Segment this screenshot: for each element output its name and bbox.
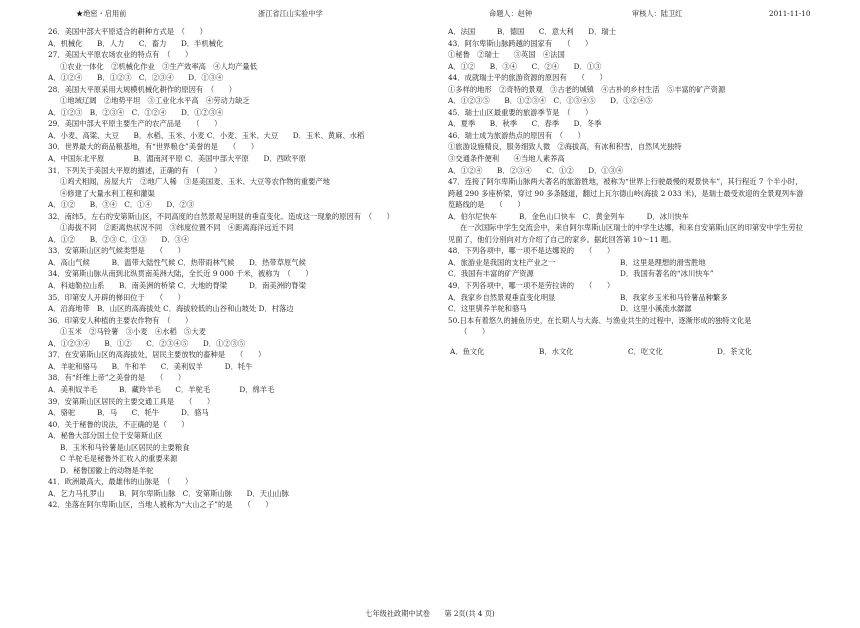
left-line: A．①②③④ B．①② C．②③④⑤ D．①②③⑤ [48,338,246,348]
left-line: 39．安第斯山区居民的主要交通工具是 （ ） [48,396,215,406]
page-footer: 七年级社政期中试卷 第 2页(共 4 页) [365,609,495,618]
q43-items: ①秘鲁 ②瑞士 ③英国 ④法国 [448,50,565,60]
q50-option-c: C．吃文化 [628,346,663,356]
q49-option-d: D．这里小溪流水潺潺 [620,304,692,314]
school-name: 浙江省江山实验中学 [258,9,323,18]
q48-stem: 48．下列各项中，哪一项不是达娜说的 （ ） [448,246,615,256]
q50-bracket: （ ） [460,327,490,337]
left-line: ①海拔不同 ②距离热状况不同 ③纬度位置不同 ④距离海洋远近不同 [60,223,294,233]
q44-stem: 44．成就瑞士平的旅游资源的原因有 （ ） [448,73,607,83]
left-line: A．高山气候 B．温带大陆性气候 C．热带雨林气候 D．热带草原气候 [48,257,306,267]
q48-options-ab [448,257,806,269]
left-line: D．秘鲁国徽上的动物是羊驼 [60,465,154,475]
left-line: A．①②③ B．②③④ C．①②④ D．①②③④ [48,107,224,117]
q46-items-2: ③交通条件便利 ④当地人素养高 [448,154,565,164]
left-line: 29．美国中部大平原主要生产的农产品是 （ ） [48,119,222,129]
q49-options-cd [448,303,806,315]
left-line: B．玉米和马铃薯是山区居民的主要粮食 [60,442,190,452]
left-line: ①玉米 ②马铃薯 ③小麦 ④水稻 ⑤大麦 [60,327,206,337]
left-line: ①农业一体化 ②机械化作业 ③生产效率高 ④人均产量低 [60,61,258,71]
q49-option-b: B．我家乡玉米和马铃薯品种繁多 [620,292,728,302]
left-line: 40．关于秘鲁的说法，不正确的是（ ） [48,419,189,429]
left-line: A．乞力马扎罗山 B．阿尔卑斯山脉 C．安第斯山脉 D．天山山脉 [48,488,289,498]
q48-option-d: D．我国有著名的“冰川快车” [620,269,714,279]
q50-stem: 50.日本有着悠久的捕鱼历史，在长期人与大海、与渔业共生的过程中，逐渐形成的独特文化是 [448,315,752,325]
secret-label: ★绝密・启用前 [76,9,127,18]
left-line: A．机械化 B．人力 C．畜力 D．半机械化 [48,38,224,48]
q44-options: A．①②③⑤ B．①②③④ C．①③④⑤ D．①②④⑤ [448,96,653,106]
author-label: 命题人：赵钟 [489,9,533,18]
q46-stem: 46．瑞士成为旅游热点的原因有 （ ） [448,130,585,140]
passage-intro: 在一次国际中学生交流会中，来自阿尔卑斯山区瑞士的中学生达娜，和来自安第斯山区的印第安中学生劳拉见面了，他们分别向对方介绍了自己的家乡。据此回答第 10～11 题。 [448,223,803,244]
left-line: 35．印第安人开辟的梯田位于 （ ） [48,292,185,302]
q48-options-cd [448,268,806,280]
right-column [448,26,806,357]
left-line: 30．世界最大的商品粮基地，有“世界粮仓”美誉的是 （ ） [48,142,259,152]
left-line: 37．在安第斯山区的高海拔处，居民主要放牧的畜种是 （ ） [48,350,266,360]
left-line: A．①②④ B．①②③ C．②③④ D．①③④ [48,73,224,83]
q49-option-a: A．我家乡自然景观垂直变化明显 [448,292,556,302]
q50-option-b: B．水文化 [539,346,574,356]
date-label: 2011-11-10 [769,9,811,18]
left-line: 27．美国大平原农场农业的特点有 （ ） [48,50,193,60]
q47-stem: 47．连接了阿尔卑斯山脉两大著名的旅游胜地，被称为“世界上行驶最慢的观景快车”，其行程近 7 个半小时，跨越 290 多座桥梁，穿过 90 多条隧道，翻过上瓦尔德山岭(海拔 2 033 米)，是瑞士最受欢迎的全景观列车游览路线的是 （ ） [448,177,804,210]
q42-options: A．法国 B．德国 C．意大利 D．瑞士 [448,27,617,36]
left-line: A．科迪勒拉山系 B．南美洲的桥梁 C．大地的脊梁 D．南美洲的脊梁 [48,281,306,291]
left-line: ①鸡犬相闻，房屋大片 ②地广人稀 ③是美国麦、玉米、大豆等农作物的重要产地 [60,177,330,187]
q46-items-1: ①旅游设施精良，服务细致人微 ②海拔高，有冰和积雪，自然风光独特 [448,142,682,152]
q46-options: A．①②④ B．②③④ C．①② D．①③④ [448,165,624,175]
q48-option-c: C．我国有丰富的矿产资源 [448,269,534,279]
left-line: A．中国东北平原 B．湄南河平原 C．美国中部大平原 D．西欧平原 [48,154,306,164]
left-line: 36．印第安人种植的主要农作物有 （ ） [48,315,193,325]
q50-option-a: A．鱼文化 [450,346,485,356]
left-line: A．①② B．③④ C．①④ D．②③ [48,200,195,210]
q49-option-c: C．这里驯养羊驼和骆马 [448,304,527,314]
left-line: A．羊驼和骆马 B．牛和羊 C．美利奴羊 D．牦牛 [48,361,253,371]
left-line: 31．下列关于美国大平原的描述，正确的有 （ ） [48,165,222,175]
q48-option-b: B．这里是理想的滑雪胜地 [620,257,706,267]
left-line: 28．美国大平原采用大规模机械化耕作的原因有 （ ） [48,84,237,94]
left-line: A．秘鲁大部分国土位于安第斯山区 [48,431,163,441]
q45-options: A．夏季 B．秋季 C．春季 D．冬季 [448,119,602,129]
left-line: A．沿海地带 B．山区的高海拔处 C．海拔较低的山谷和山坡处 D．村落边 [48,304,294,314]
q45-stem: 45．瑞士山区最重要的旅游季节是 （ ） [448,107,593,117]
left-line: A．小麦、高粱、大豆 B．水稻、玉米、小麦 C．小麦、玉米、大豆 D．玉米、黄麻、水稻 [48,130,365,140]
q44-items: ①多样的地形 ②奇特的景观 ③古老的城镇 ④古朴的乡村生活 ⑤丰富的矿产资源 [448,84,726,94]
q43-options: A．①② B．③④ C．②④ D．①③ [448,61,602,71]
left-line: 42．坐落在阿尔卑斯山区，当地人被称为“大山之子”的是 （ ） [48,500,273,510]
left-line: ④修建了大量水利工程和灌渠 [60,188,155,198]
left-line: A．骆驼 B．马 C．牦牛 D．骆马 [48,408,209,418]
left-line: 34．安第斯山脉从南到北纵贯南美洲大陆，全长近 9 000 千米，被称为 （ ） [48,269,313,279]
q48-option-a: A．旅游业是我国的支柱产业之一 [448,257,556,267]
q49-stem: 49．下列各项中，哪一项不是劳拉讲的 （ ） [448,281,615,291]
left-column [48,26,428,511]
q50-option-d: D．茶文化 [717,346,753,356]
left-line: C 羊驼毛是秘鲁外汇收入的重要来源 [60,454,178,464]
left-line: ①地域辽阔 ②地势平坦 ③工业化水平高 ④劳动力缺乏 [60,96,250,106]
left-line: A．①② B．②③ C．①③ D．③④ [48,234,190,244]
q49-options-ab [448,292,806,304]
left-line: A．美利奴羊毛 B．藏羚羊毛 C．羊驼毛 D．绵羊毛 [48,384,275,394]
left-line: 33．安第斯山区的气候类型是 （ ） [48,246,185,256]
left-line: 38．有“纤维上帝”之美誉的是 （ ） [48,373,186,383]
q50-options [448,346,806,358]
left-line: 26．美国中部大平原适合的耕种方式是 （ ） [48,27,207,36]
reviewer-label: 审核人：陆卫红 [632,9,683,18]
q43-stem: 43．阿尔卑斯山脉跨越的国家有 （ ） [448,38,593,48]
left-line: 41．欧洲最高大，最雄伟的山脉是 （ ） [48,477,193,487]
q47-options: A．伯尔尼快车 B．金色山口快车 C．黄金列车 D．冰川快车 [448,211,689,221]
left-line: 32．南纬5，左右的安第斯山区，不同高度的自然景观呈明显的垂直变化。造成这一现象的原因有 （ ） [48,211,394,221]
